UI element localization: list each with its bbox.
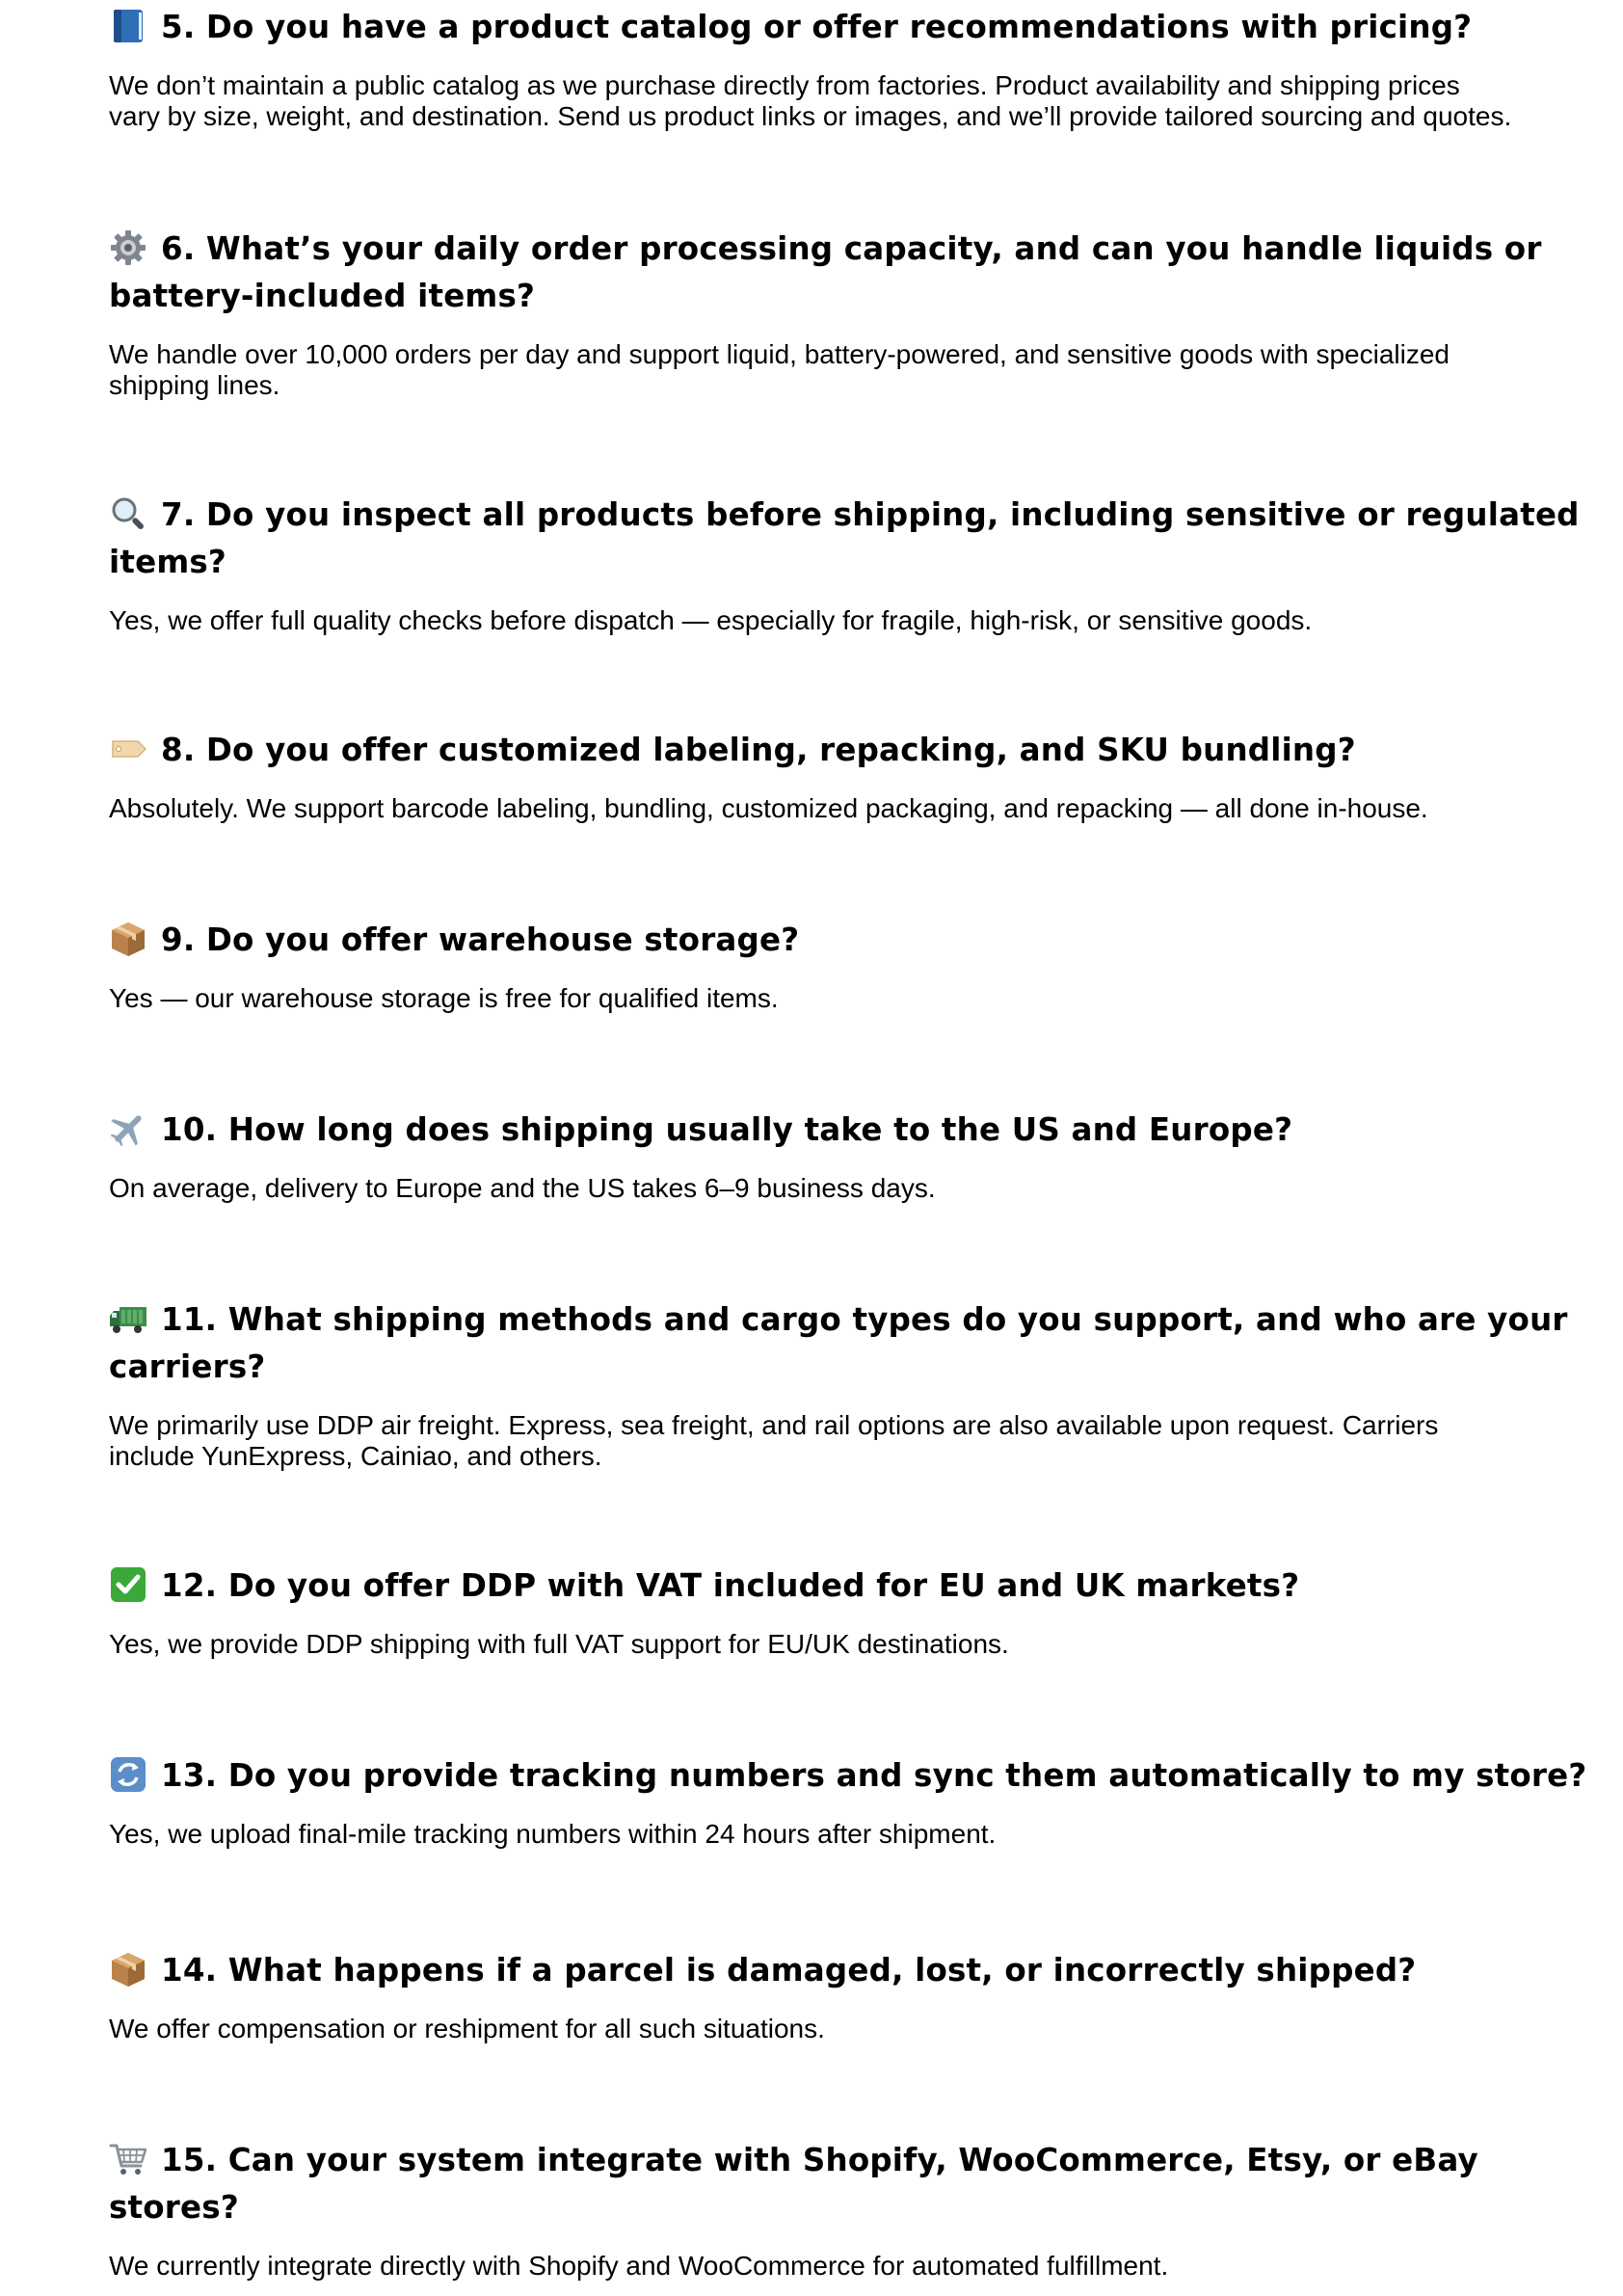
answer-line: On average, delivery to Europe and the US takes 6–9 business days. [109, 1173, 936, 1203]
faq-question [109, 4, 1535, 51]
faq-question [109, 492, 1580, 586]
answer-line: We offer compensation or reshipment for all such situations. [109, 2014, 825, 2043]
question-text: 14. What happens if a parcel is damaged, lost, or incorrectly shipped? [161, 1952, 1417, 1989]
magnifying-glass-icon [109, 494, 147, 533]
faq-question [109, 727, 1535, 774]
faq-question [109, 1296, 1568, 1391]
faq-question [109, 1752, 1587, 1800]
question-text: 11. What shipping methods and cargo types do you support, and who are your [161, 1301, 1568, 1338]
question-text: 5. Do you have a product catalog or offer recommendations with pricing? [161, 9, 1473, 45]
faq-answer [109, 793, 1535, 824]
faq-item-13 [109, 1752, 1587, 1850]
answer-line: Yes, we provide DDP shipping with full VAT support for EU/UK destinations. [109, 1629, 1009, 1659]
question-line [109, 727, 1535, 774]
question-line: items? [109, 544, 226, 580]
faq-item-9 [109, 917, 1535, 1014]
delivery-truck-icon [109, 1299, 147, 1338]
question-text: 10. How long does shipping usually take to the US and Europe? [161, 1111, 1293, 1148]
question-line: battery-included items? [109, 278, 536, 314]
question-text: 12. Do you offer DDP with VAT included for EU and UK markets? [161, 1567, 1300, 1604]
answer-line: Yes, we upload final-mile tracking numbers within 24 hours after shipment. [109, 1819, 997, 1849]
question-text: 9. Do you offer warehouse storage? [161, 921, 800, 958]
faq-answer [109, 2251, 1535, 2282]
question-line [109, 492, 1580, 539]
faq-answer [109, 70, 1535, 132]
faq-answer [109, 1410, 1535, 1472]
sync-arrows-icon [109, 1755, 147, 1794]
question-text: 8. Do you offer customized labeling, repacking, and SKU bundling? [161, 732, 1356, 768]
faq-item-15 [109, 2137, 1535, 2282]
blue-book-icon [109, 7, 147, 45]
answer-line: Yes — our warehouse storage is free for qualified items. [109, 983, 779, 1013]
faq-answer [109, 983, 1535, 1014]
gear-icon [109, 228, 147, 267]
faq-answer [109, 1629, 1535, 1660]
question-line: carriers? [109, 1348, 266, 1385]
question-line [109, 1296, 1568, 1344]
question-text: 15. Can your system integrate with Shopify, WooCommerce, Etsy, or eBay [161, 2142, 1478, 2178]
question-text: 6. What’s your daily order processing capacity, and can you handle liquids or [161, 230, 1542, 267]
answer-line: We currently integrate directly with Shopify and WooCommerce for automated fulfillment. [109, 2251, 1169, 2281]
faq-answer [109, 339, 1535, 401]
question-line [109, 4, 1535, 51]
answer-line: We don’t maintain a public catalog as we purchase directly from factories. Product availability and shipping prices [109, 70, 1460, 100]
label-tag-icon [109, 730, 147, 768]
shopping-cart-icon [109, 2140, 147, 2178]
answer-line: We handle over 10,000 orders per day and support liquid, battery-powered, and sensitive goods with specialized [109, 339, 1450, 369]
answer-line: shipping lines. [109, 370, 280, 400]
faq-item-14 [109, 1947, 1535, 2044]
question-line [109, 226, 1542, 273]
question-line [109, 2137, 1535, 2184]
question-line [109, 1107, 1535, 1154]
faq-answer [109, 2014, 1535, 2044]
faq-answer [109, 1819, 1535, 1850]
faq-question [109, 1947, 1535, 1994]
faq-item-8 [109, 727, 1535, 824]
faq-item-11 [109, 1296, 1568, 1472]
faq-answer [109, 605, 1535, 636]
question-line [109, 1752, 1587, 1800]
faq-item-12 [109, 1562, 1535, 1660]
faq-question [109, 226, 1542, 320]
answer-line: We primarily use DDP air freight. Express, sea freight, and rail options are also available upon request. Carriers [109, 1410, 1439, 1440]
faq-item-7 [109, 492, 1580, 636]
faq-item-6 [109, 226, 1542, 401]
answer-line: Absolutely. We support barcode labeling, bundling, customized packaging, and repacking — all done in-house. [109, 793, 1428, 823]
check-mark-icon [109, 1565, 147, 1604]
question-line [109, 917, 1535, 964]
answer-line: include YunExpress, Cainiao, and others. [109, 1441, 602, 1471]
faq-question [109, 1562, 1535, 1610]
question-text: 7. Do you inspect all products before shipping, including sensitive or regulated [161, 496, 1580, 533]
question-text: 13. Do you provide tracking numbers and sync them automatically to my store? [161, 1757, 1587, 1794]
question-line: stores? [109, 2189, 239, 2226]
airplane-icon [109, 1109, 147, 1148]
faq-question [109, 917, 1535, 964]
faq-question [109, 2137, 1535, 2231]
faq-question [109, 1107, 1535, 1154]
faq-item-10 [109, 1107, 1535, 1204]
package-icon [109, 1950, 147, 1989]
faq-item-5 [109, 4, 1535, 132]
question-line [109, 1947, 1535, 1994]
faq-answer [109, 1173, 1535, 1204]
answer-line: vary by size, weight, and destination. Send us product links or images, and we’ll provide tailored sourcing and quotes. [109, 101, 1512, 131]
answer-line: Yes, we offer full quality checks before dispatch — especially for fragile, high-risk, or sensitive goods. [109, 605, 1313, 635]
package-icon [109, 920, 147, 958]
question-line [109, 1562, 1535, 1610]
